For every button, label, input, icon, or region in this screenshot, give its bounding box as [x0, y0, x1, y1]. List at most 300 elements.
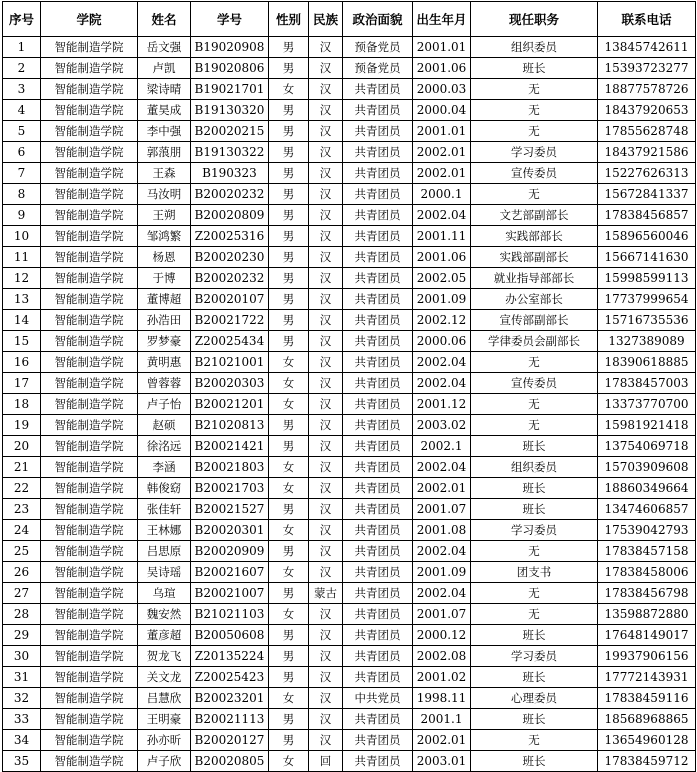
cell-name: 杨恩 [138, 247, 191, 268]
cell-index: 29 [3, 625, 41, 646]
cell-college: 智能制造学院 [41, 289, 138, 310]
table-row [3, 163, 696, 184]
cell-birth-date: 2002.04 [413, 457, 471, 478]
cell-gender: 男 [269, 37, 309, 58]
cell-ethnicity: 汉 [309, 478, 343, 499]
cell-college: 智能制造学院 [41, 352, 138, 373]
cell-gender: 男 [269, 625, 309, 646]
cell-name: 孙浩田 [138, 310, 191, 331]
cell-political-status: 共青团员 [343, 541, 413, 562]
cell-political-status: 共青团员 [343, 709, 413, 730]
table-row [3, 142, 696, 163]
cell-phone: 18390618885 [598, 352, 696, 373]
cell-position: 心理委员 [471, 688, 598, 709]
cell-student-id: B20021113 [191, 709, 269, 730]
cell-birth-date: 2002.04 [413, 373, 471, 394]
cell-political-status: 共青团员 [343, 667, 413, 688]
cell-birth-date: 2002.04 [413, 541, 471, 562]
cell-name: 于博 [138, 268, 191, 289]
cell-index: 7 [3, 163, 41, 184]
cell-name: 郭蒗朋 [138, 142, 191, 163]
table-row [3, 688, 696, 709]
cell-ethnicity: 汉 [309, 163, 343, 184]
cell-ethnicity: 汉 [309, 226, 343, 247]
cell-index: 34 [3, 730, 41, 751]
cell-index: 19 [3, 415, 41, 436]
table-row [3, 520, 696, 541]
cell-name: 董博超 [138, 289, 191, 310]
cell-political-status: 预备党员 [343, 58, 413, 79]
cell-gender: 男 [269, 58, 309, 79]
cell-position: 宣传部副部长 [471, 310, 598, 331]
cell-position: 学习委员 [471, 142, 598, 163]
cell-gender: 男 [269, 331, 309, 352]
cell-ethnicity: 汉 [309, 373, 343, 394]
cell-phone: 13845742611 [598, 37, 696, 58]
cell-college: 智能制造学院 [41, 457, 138, 478]
cell-name: 卢子欣 [138, 751, 191, 772]
table-row [3, 289, 696, 310]
cell-ethnicity: 汉 [309, 436, 343, 457]
cell-name: 徐洺远 [138, 436, 191, 457]
cell-college: 智能制造学院 [41, 184, 138, 205]
cell-gender: 男 [269, 121, 309, 142]
cell-index: 21 [3, 457, 41, 478]
cell-position: 无 [471, 604, 598, 625]
cell-political-status: 共青团员 [343, 226, 413, 247]
cell-position: 宣传委员 [471, 373, 598, 394]
cell-student-id: B19021701 [191, 79, 269, 100]
cell-birth-date: 2000.03 [413, 79, 471, 100]
cell-student-id: B20021722 [191, 310, 269, 331]
cell-political-status: 共青团员 [343, 436, 413, 457]
cell-index: 4 [3, 100, 41, 121]
cell-political-status: 中共党员 [343, 688, 413, 709]
cell-phone: 19937906156 [598, 646, 696, 667]
cell-ethnicity: 汉 [309, 289, 343, 310]
table-row [3, 499, 696, 520]
cell-index: 25 [3, 541, 41, 562]
cell-birth-date: 2001.09 [413, 289, 471, 310]
cell-phone: 17648149017 [598, 625, 696, 646]
cell-gender: 女 [269, 79, 309, 100]
cell-gender: 男 [269, 268, 309, 289]
cell-ethnicity: 汉 [309, 415, 343, 436]
cell-index: 2 [3, 58, 41, 79]
cell-birth-date: 2001.02 [413, 667, 471, 688]
cell-college: 智能制造学院 [41, 331, 138, 352]
cell-college: 智能制造学院 [41, 163, 138, 184]
cell-index: 9 [3, 205, 41, 226]
cell-student-id: B19130322 [191, 142, 269, 163]
cell-name: 马汝明 [138, 184, 191, 205]
cell-political-status: 共青团员 [343, 142, 413, 163]
cell-college: 智能制造学院 [41, 226, 138, 247]
cell-phone: 18568968865 [598, 709, 696, 730]
cell-position: 班长 [471, 751, 598, 772]
cell-index: 16 [3, 352, 41, 373]
table-row [3, 583, 696, 604]
table-row [3, 478, 696, 499]
cell-college: 智能制造学院 [41, 436, 138, 457]
cell-student-id: B19020908 [191, 37, 269, 58]
table-row [3, 331, 696, 352]
table-row [3, 121, 696, 142]
cell-gender: 男 [269, 646, 309, 667]
table-row [3, 625, 696, 646]
cell-student-id: Z20025423 [191, 667, 269, 688]
cell-index: 27 [3, 583, 41, 604]
header-index: 序号 [3, 2, 41, 37]
cell-gender: 女 [269, 751, 309, 772]
cell-ethnicity: 汉 [309, 79, 343, 100]
cell-phone: 17772143931 [598, 667, 696, 688]
cell-birth-date: 2001.01 [413, 121, 471, 142]
cell-gender: 男 [269, 499, 309, 520]
cell-college: 智能制造学院 [41, 100, 138, 121]
cell-political-status: 共青团员 [343, 520, 413, 541]
table-row [3, 646, 696, 667]
cell-phone: 13754069718 [598, 436, 696, 457]
cell-phone: 17539042793 [598, 520, 696, 541]
cell-ethnicity: 汉 [309, 520, 343, 541]
cell-ethnicity: 汉 [309, 121, 343, 142]
table-row [3, 58, 696, 79]
cell-college: 智能制造学院 [41, 247, 138, 268]
cell-college: 智能制造学院 [41, 121, 138, 142]
cell-name: 张佳轩 [138, 499, 191, 520]
cell-name: 董彦超 [138, 625, 191, 646]
cell-position: 文艺部副部长 [471, 205, 598, 226]
cell-gender: 男 [269, 100, 309, 121]
header-political-status: 政治面貌 [343, 2, 413, 37]
table-row [3, 37, 696, 58]
cell-phone: 13373770700 [598, 394, 696, 415]
cell-ethnicity: 汉 [309, 352, 343, 373]
cell-student-id: B20020107 [191, 289, 269, 310]
cell-birth-date: 2002.05 [413, 268, 471, 289]
cell-college: 智能制造学院 [41, 310, 138, 331]
cell-gender: 男 [269, 667, 309, 688]
cell-student-id: B20020232 [191, 184, 269, 205]
cell-index: 13 [3, 289, 41, 310]
cell-phone: 17838457003 [598, 373, 696, 394]
cell-index: 3 [3, 79, 41, 100]
header-row [3, 2, 696, 37]
cell-position: 无 [471, 415, 598, 436]
cell-index: 11 [3, 247, 41, 268]
cell-position: 实践部部长 [471, 226, 598, 247]
cell-student-id: B20020232 [191, 268, 269, 289]
cell-political-status: 共青团员 [343, 352, 413, 373]
cell-position: 组织委员 [471, 457, 598, 478]
cell-name: 曾蓉蓉 [138, 373, 191, 394]
cell-college: 智能制造学院 [41, 541, 138, 562]
table-row [3, 184, 696, 205]
cell-position: 班长 [471, 625, 598, 646]
cell-college: 智能制造学院 [41, 583, 138, 604]
cell-index: 26 [3, 562, 41, 583]
cell-index: 33 [3, 709, 41, 730]
cell-phone: 15672841337 [598, 184, 696, 205]
cell-name: 王林娜 [138, 520, 191, 541]
table-row [3, 100, 696, 121]
cell-name: 吕慧欣 [138, 688, 191, 709]
cell-gender: 男 [269, 163, 309, 184]
cell-student-id: B20050608 [191, 625, 269, 646]
cell-name: 李涵 [138, 457, 191, 478]
cell-birth-date: 2001.1 [413, 709, 471, 730]
cell-position: 就业指导部部长 [471, 268, 598, 289]
header-birth-date: 出生年月 [413, 2, 471, 37]
cell-political-status: 共青团员 [343, 604, 413, 625]
cell-name: 罗梦豪 [138, 331, 191, 352]
cell-gender: 男 [269, 184, 309, 205]
cell-position: 学习委员 [471, 520, 598, 541]
cell-ethnicity: 回 [309, 751, 343, 772]
cell-gender: 男 [269, 436, 309, 457]
table-body [3, 37, 696, 772]
cell-position: 办公室部长 [471, 289, 598, 310]
table-row [3, 373, 696, 394]
cell-index: 17 [3, 373, 41, 394]
cell-index: 32 [3, 688, 41, 709]
cell-student-id: B19020806 [191, 58, 269, 79]
cell-birth-date: 1998.11 [413, 688, 471, 709]
cell-phone: 13654960128 [598, 730, 696, 751]
cell-name: 韩俊窈 [138, 478, 191, 499]
cell-phone: 18437921586 [598, 142, 696, 163]
cell-phone: 17737999654 [598, 289, 696, 310]
table-row [3, 226, 696, 247]
table-row [3, 604, 696, 625]
cell-gender: 女 [269, 457, 309, 478]
cell-political-status: 共青团员 [343, 184, 413, 205]
cell-gender: 男 [269, 205, 309, 226]
cell-gender: 男 [269, 289, 309, 310]
cell-gender: 女 [269, 604, 309, 625]
cell-name: 吕思原 [138, 541, 191, 562]
cell-phone: 17838456857 [598, 205, 696, 226]
cell-index: 6 [3, 142, 41, 163]
cell-college: 智能制造学院 [41, 709, 138, 730]
header-phone: 联系电话 [598, 2, 696, 37]
cell-ethnicity: 汉 [309, 541, 343, 562]
cell-gender: 女 [269, 520, 309, 541]
cell-index: 5 [3, 121, 41, 142]
cell-position: 班长 [471, 478, 598, 499]
cell-college: 智能制造学院 [41, 667, 138, 688]
table-row [3, 709, 696, 730]
cell-political-status: 共青团员 [343, 583, 413, 604]
cell-index: 15 [3, 331, 41, 352]
cell-name: 梁诗晴 [138, 79, 191, 100]
table-header [3, 2, 696, 37]
cell-college: 智能制造学院 [41, 142, 138, 163]
cell-name: 乌瑄 [138, 583, 191, 604]
table-row [3, 310, 696, 331]
cell-name: 李中强 [138, 121, 191, 142]
cell-student-id: B20021607 [191, 562, 269, 583]
cell-phone: 18860349664 [598, 478, 696, 499]
cell-index: 22 [3, 478, 41, 499]
table-row [3, 79, 696, 100]
cell-name: 王明豪 [138, 709, 191, 730]
cell-college: 智能制造学院 [41, 79, 138, 100]
cell-political-status: 共青团员 [343, 247, 413, 268]
cell-birth-date: 2001.06 [413, 58, 471, 79]
cell-phone: 17838457158 [598, 541, 696, 562]
cell-phone: 15896560046 [598, 226, 696, 247]
cell-college: 智能制造学院 [41, 499, 138, 520]
cell-political-status: 共青团员 [343, 205, 413, 226]
cell-gender: 男 [269, 247, 309, 268]
cell-ethnicity: 汉 [309, 310, 343, 331]
cell-name: 王森 [138, 163, 191, 184]
table-row [3, 436, 696, 457]
cell-phone: 15998599113 [598, 268, 696, 289]
cell-student-id: B20023201 [191, 688, 269, 709]
cell-name: 赵硕 [138, 415, 191, 436]
table-row [3, 457, 696, 478]
cell-college: 智能制造学院 [41, 520, 138, 541]
cell-index: 28 [3, 604, 41, 625]
cell-gender: 女 [269, 688, 309, 709]
cell-college: 智能制造学院 [41, 58, 138, 79]
cell-political-status: 共青团员 [343, 751, 413, 772]
cell-student-id: B20020230 [191, 247, 269, 268]
cell-political-status: 共青团员 [343, 79, 413, 100]
cell-birth-date: 2000.04 [413, 100, 471, 121]
cell-political-status: 共青团员 [343, 478, 413, 499]
cell-gender: 男 [269, 583, 309, 604]
cell-student-id: B21021001 [191, 352, 269, 373]
cell-student-id: B21020813 [191, 415, 269, 436]
cell-birth-date: 2001.06 [413, 247, 471, 268]
cell-birth-date: 2000.06 [413, 331, 471, 352]
header-position: 现任职务 [471, 2, 598, 37]
cell-position: 无 [471, 394, 598, 415]
cell-phone: 15393723277 [598, 58, 696, 79]
cell-position: 班长 [471, 499, 598, 520]
cell-political-status: 共青团员 [343, 373, 413, 394]
cell-ethnicity: 汉 [309, 457, 343, 478]
cell-birth-date: 2002.01 [413, 142, 471, 163]
cell-student-id: B20020805 [191, 751, 269, 772]
cell-political-status: 预备党员 [343, 37, 413, 58]
cell-index: 14 [3, 310, 41, 331]
cell-ethnicity: 汉 [309, 688, 343, 709]
cell-ethnicity: 汉 [309, 499, 343, 520]
cell-index: 24 [3, 520, 41, 541]
cell-phone: 13474606857 [598, 499, 696, 520]
cell-gender: 女 [269, 352, 309, 373]
cell-phone: 15981921418 [598, 415, 696, 436]
cell-college: 智能制造学院 [41, 604, 138, 625]
table-row [3, 562, 696, 583]
cell-position: 班长 [471, 709, 598, 730]
cell-political-status: 共青团员 [343, 499, 413, 520]
cell-birth-date: 2002.1 [413, 436, 471, 457]
cell-birth-date: 2002.01 [413, 163, 471, 184]
cell-index: 1 [3, 37, 41, 58]
cell-birth-date: 2000.12 [413, 625, 471, 646]
cell-name: 孙亦昕 [138, 730, 191, 751]
cell-name: 董昊成 [138, 100, 191, 121]
cell-phone: 18877578726 [598, 79, 696, 100]
cell-position: 实践部副部长 [471, 247, 598, 268]
cell-ethnicity: 汉 [309, 142, 343, 163]
table-row [3, 415, 696, 436]
cell-position: 无 [471, 184, 598, 205]
cell-ethnicity: 汉 [309, 184, 343, 205]
cell-birth-date: 2002.08 [413, 646, 471, 667]
cell-student-id: Z20135224 [191, 646, 269, 667]
cell-gender: 男 [269, 709, 309, 730]
header-name: 姓名 [138, 2, 191, 37]
cell-political-status: 共青团员 [343, 289, 413, 310]
cell-college: 智能制造学院 [41, 394, 138, 415]
cell-student-id: B19130320 [191, 100, 269, 121]
cell-phone: 15667141630 [598, 247, 696, 268]
cell-college: 智能制造学院 [41, 415, 138, 436]
cell-student-id: B20021201 [191, 394, 269, 415]
cell-phone: 15227626313 [598, 163, 696, 184]
cell-position: 学习委员 [471, 646, 598, 667]
cell-birth-date: 2000.1 [413, 184, 471, 205]
cell-political-status: 共青团员 [343, 625, 413, 646]
cell-political-status: 共青团员 [343, 457, 413, 478]
cell-ethnicity: 汉 [309, 394, 343, 415]
cell-birth-date: 2001.11 [413, 226, 471, 247]
cell-name: 王朔 [138, 205, 191, 226]
cell-college: 智能制造学院 [41, 373, 138, 394]
cell-position: 班长 [471, 58, 598, 79]
cell-birth-date: 2002.04 [413, 352, 471, 373]
cell-student-id: B20020809 [191, 205, 269, 226]
cell-position: 团支书 [471, 562, 598, 583]
cell-gender: 女 [269, 562, 309, 583]
cell-index: 12 [3, 268, 41, 289]
table-row [3, 352, 696, 373]
cell-student-id: Z20025316 [191, 226, 269, 247]
cell-gender: 男 [269, 730, 309, 751]
cell-gender: 男 [269, 541, 309, 562]
cell-student-id: B20021421 [191, 436, 269, 457]
cell-position: 无 [471, 121, 598, 142]
cell-phone: 13598872880 [598, 604, 696, 625]
cell-birth-date: 2003.01 [413, 751, 471, 772]
cell-student-id: B20021007 [191, 583, 269, 604]
cell-college: 智能制造学院 [41, 751, 138, 772]
cell-political-status: 共青团员 [343, 394, 413, 415]
cell-ethnicity: 汉 [309, 562, 343, 583]
cell-phone: 1327389089 [598, 331, 696, 352]
cell-ethnicity: 汉 [309, 247, 343, 268]
table-row [3, 268, 696, 289]
cell-index: 18 [3, 394, 41, 415]
table-row [3, 394, 696, 415]
cell-name: 卢凯 [138, 58, 191, 79]
cell-college: 智能制造学院 [41, 688, 138, 709]
cell-college: 智能制造学院 [41, 268, 138, 289]
header-student-id: 学号 [191, 2, 269, 37]
cell-phone: 15703909608 [598, 457, 696, 478]
cell-ethnicity: 汉 [309, 709, 343, 730]
cell-position: 组织委员 [471, 37, 598, 58]
cell-gender: 男 [269, 310, 309, 331]
cell-birth-date: 2003.02 [413, 415, 471, 436]
